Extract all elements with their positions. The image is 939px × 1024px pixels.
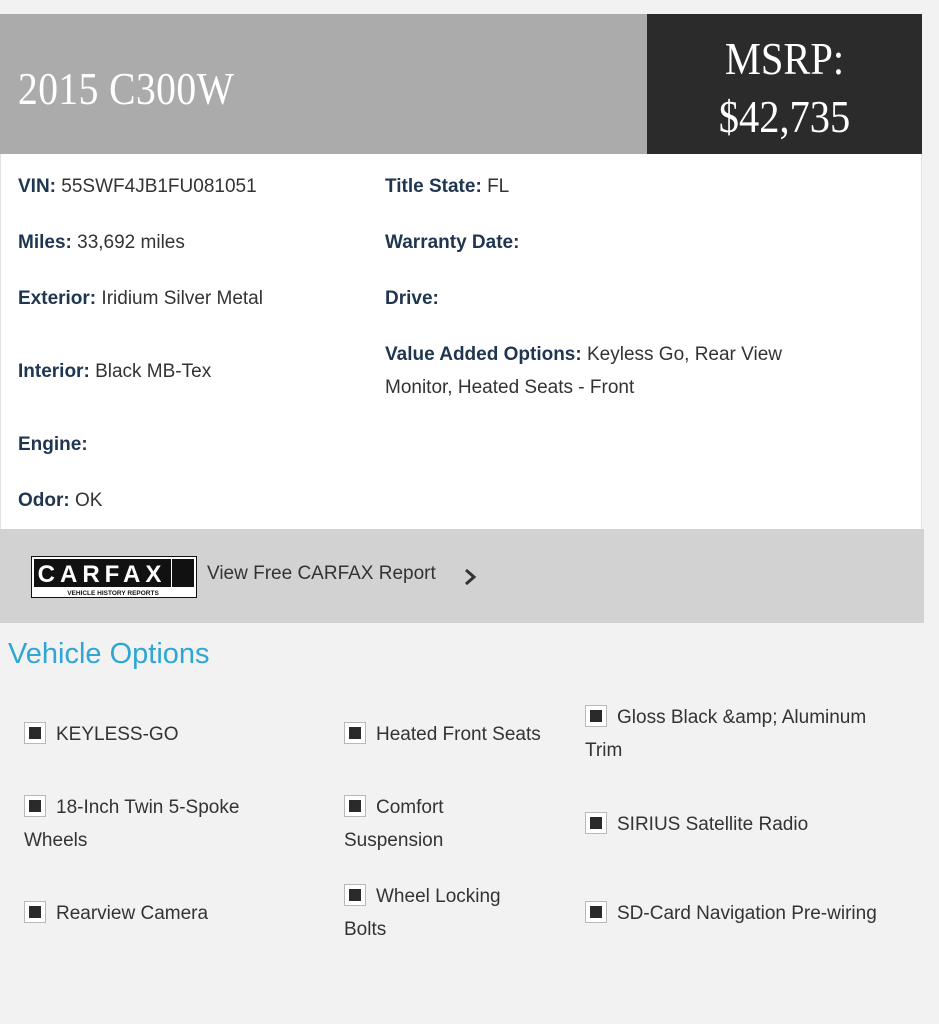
option-label: KEYLESS-GO (56, 724, 179, 745)
option-item (585, 897, 915, 930)
chevron-right-icon[interactable] (463, 568, 477, 586)
exterior-label: Exterior: (18, 288, 97, 309)
msrp-price: $42,735 (718, 91, 851, 142)
checkbox-icon (585, 705, 607, 727)
exterior-field (18, 282, 263, 315)
option-label: Rearview Camera (56, 903, 209, 924)
vehicle-options-heading: Vehicle Options (8, 638, 210, 670)
option-item (585, 701, 905, 767)
vin-value: 55SWF4JB1FU081051 (61, 176, 257, 197)
value-added-options-value: Keyless Go, Rear View Monitor, Heated Seats - Front (385, 344, 782, 398)
checkbox-icon (585, 901, 607, 923)
option-label: Wheel Locking Bolts (344, 886, 501, 940)
drive-field (385, 282, 825, 315)
value-added-options-label: Value Added Options: (385, 344, 582, 365)
checkbox-icon (344, 795, 366, 817)
vehicle-title: 2015 C300W (18, 63, 235, 114)
vin-label: VIN: (18, 176, 56, 197)
checkbox-icon (344, 722, 366, 744)
option-label: SD-Card Navigation Pre-wiring (617, 903, 877, 924)
interior-label: Interior: (18, 361, 90, 382)
interior-value: Black MB-Tex (95, 361, 212, 382)
option-item (24, 718, 314, 751)
engine-label: Engine: (18, 434, 88, 455)
interior-field (18, 355, 211, 388)
drive-label: Drive: (385, 288, 439, 309)
option-label: Heated Front Seats (376, 724, 541, 745)
carfax-logo-text: CARFAX (37, 561, 167, 588)
checkbox-icon (585, 812, 607, 834)
miles-field (18, 226, 185, 259)
carfax-logo[interactable] (31, 556, 197, 598)
exterior-value: Iridium Silver Metal (101, 288, 263, 309)
checkbox-icon (24, 901, 46, 923)
option-item (24, 791, 294, 857)
carfax-bar (0, 529, 924, 623)
option-label: SIRIUS Satellite Radio (617, 814, 809, 835)
warranty-date-label: Warranty Date: (385, 232, 520, 253)
checkbox-icon (24, 795, 46, 817)
view-carfax-report-link[interactable]: View Free CARFAX Report (207, 563, 436, 584)
checkbox-icon (344, 884, 366, 906)
option-item (585, 808, 905, 841)
option-item (344, 880, 529, 946)
title-state-field (385, 170, 825, 203)
miles-label: Miles: (18, 232, 72, 253)
checkbox-icon (24, 722, 46, 744)
title-state-label: Title State: (385, 176, 482, 197)
vin-field (18, 170, 257, 203)
option-item (24, 897, 314, 930)
value-added-options-field (385, 338, 825, 404)
miles-value: 33,692 miles (77, 232, 185, 253)
option-label: 18-Inch Twin 5-Spoke Wheels (24, 797, 240, 851)
carfax-logo-subtext: VEHICLE HISTORY REPORTS (67, 590, 159, 597)
odor-value: OK (75, 490, 103, 511)
vehicle-details (0, 154, 922, 529)
msrp-label: MSRP: (724, 33, 845, 84)
option-label: Gloss Black &amp; Aluminum Trim (585, 707, 867, 761)
odor-label: Odor: (18, 490, 70, 511)
title-state-value: FL (487, 176, 510, 197)
engine-field (18, 428, 88, 461)
odor-field (18, 484, 102, 517)
option-item (344, 791, 494, 857)
warranty-date-field (385, 226, 825, 259)
option-label: Comfort Suspension (344, 797, 444, 851)
msrp-box (647, 14, 922, 154)
